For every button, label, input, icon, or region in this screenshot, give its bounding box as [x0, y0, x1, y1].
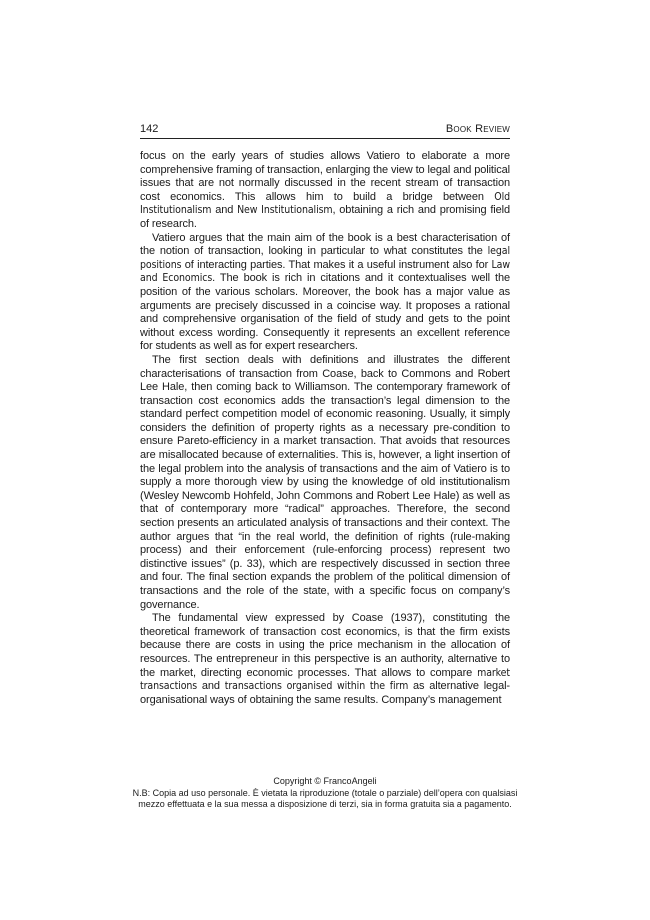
paragraph-2-text-b: of interacting parties. That makes it a useful instrument also for: [181, 258, 492, 271]
paragraph-4: [140, 612, 510, 707]
running-head: Book Review: [445, 123, 510, 135]
paragraph-3-text: The first section deals with definitions and illustrates the different characterisations of transaction from Coase, back to Commons and Robert Lee Hale, then coming back to Williamson. The contemporary framework of transaction cost economics adds the transaction’s legal dimension to the standard perfect competition model of economic reasoning. Usually, it simply considers the definition of property rights as a necessary pre-condition to ensure Pareto-efficiency in a market transaction. That avoids that resources are misallocated because of externalities. This is, however, a light insertion of the legal problem into the analysis of transactions and the aim of Vatiero is to supply a more thorough view by using the knowledge of old institutionalism (Wesley Newcomb Hohfeld, John Commons and Robert Lee Hale) as well as that of contemporary more “radical” approaches. Therefore, the second section presents an articulated analysis of transactions and their context. The author argues that “in the real world, the definition of rights (rule-making process) and their enforcement (rule-enforcing process) represent two distinctive issues” (p. 33), which are respectively discussed in section three and four. The final section expands the problem of the political dimension of transactions and the role of the state, with a specific focus on company’s governance.: [140, 353, 510, 611]
term-transactions-within-firm: transactions organised within the firm: [224, 680, 409, 693]
paragraph-1: [140, 150, 510, 232]
copyright-footer: [110, 776, 540, 811]
term-old-institutionalism: Old Institutionalism: [140, 190, 510, 217]
paragraph-2: [140, 232, 510, 354]
page-number: 142: [140, 123, 159, 135]
body-text: [140, 150, 510, 707]
term-legal-positions: legal positions: [140, 245, 510, 271]
term-new-institutionalism: New Institutionalism: [237, 204, 333, 217]
paragraph-1-text-b: and: [211, 204, 238, 217]
paragraph-1-text-c: , obtaining a rich and promising field of research.: [140, 204, 510, 230]
paragraph-3: [140, 354, 510, 612]
paragraph-4-text-c: as alternative legal-organisational ways of obtaining the same results. Company’s management: [140, 680, 510, 706]
notice-line-1: N.B: Copia ad uso personale. È vietata la riproduzione (totale o parziale) dell’opera con qualsiasi: [132, 787, 518, 798]
paragraph-4-text-b: and: [197, 680, 225, 693]
paragraph-2-text-a: Vatiero argues that the main aim of the book is a best characterisation of the notion of transaction, looking in particular to what constitutes the: [140, 231, 510, 258]
copyright-line: Copyright © FrancoAngeli: [273, 776, 377, 786]
term-market-transactions: market transactions: [140, 666, 510, 693]
paragraph-1-text-a: focus on the early years of studies allows Vatiero to elaborate a more comprehensive framing of transaction, enlarging the view to legal and political issues that are not normally discussed in the recent stream of transaction cost economics. This allows him to build a bridge between: [140, 150, 510, 203]
paragraph-4-text-a: The fundamental view expressed by Coase (1937), constituting the theoretical framework of transaction cost economics, is that the firm exists because there are costs in using the price mechanism in the allocation of resources. The entrepreneur in this perspective is an authority, alternative to the market, directing economic processes. That allows to compare: [140, 612, 510, 679]
page-header: [140, 118, 510, 139]
notice-line-2: mezzo effettuata e la sua messa a disposizione di terzi, sia in forma gratuita sia a pagamento.: [138, 799, 512, 809]
term-law-and-economics: Law and Economics: [140, 258, 510, 285]
paragraph-2-text-c: . The book is rich in citations and it contextualises well the position of the various scholars. Moreover, the book has a major value as arguments are precisely discussed in a coincise way. It proposes a rational and comprehensive organisation of the field of study and gets to the point without excess wording. Consequently it represents an excellent reference for students as well as for expert researchers.: [140, 272, 511, 353]
